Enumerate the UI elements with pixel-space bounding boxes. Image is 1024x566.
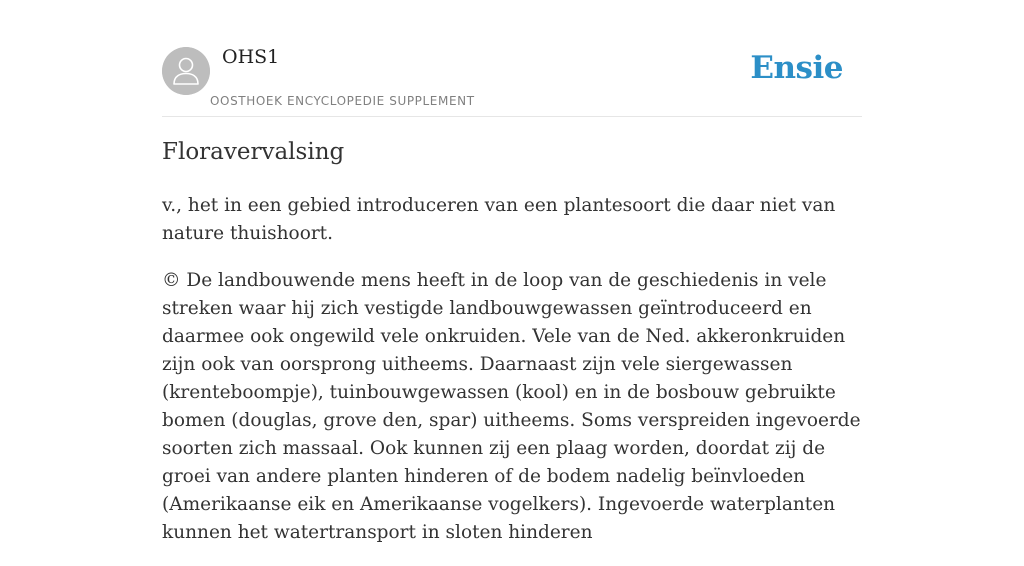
article-body: [162, 192, 862, 566]
author-avatar[interactable]: [162, 47, 210, 95]
entry-header: [162, 0, 862, 117]
article-paragraph-definition: v., het in een gebied introduceren van een plantesoort die daar niet van nature thuishoort.: [162, 195, 836, 244]
user-silhouette-icon: [162, 47, 210, 95]
article-title: Floravervalsing: [162, 139, 345, 165]
brand-logo[interactable]: Ensie: [750, 50, 843, 86]
author-name[interactable]: OHS1: [222, 46, 280, 68]
source-label[interactable]: OOSTHOEK ENCYCLOPEDIE SUPPLEMENT: [210, 94, 475, 108]
article-paragraph-explanation: © De landbouwende mens heeft in de loop van de geschiedenis in vele streken waar hij zich vestigde landbouwgewassen geïntroduceerd en daarmee ook ongewild vele onkruiden. Vele van de Ned. akkeronkruiden zijn ook van oorsprong uitheems. Daarnaast zijn vele siergewassen (krenteboompje), tuinbouwgewassen (kool) en in de bosbouw gebruikte bomen (douglas, grove den, spar) uitheems. Soms verspreiden ingevoerde soorten zich massaal. Ook kunnen zij een plaag worden, doordat zij de groei van andere planten hinderen of de bodem nadelig beïnvloeden (Amerikaanse eik en Amerikaanse vogelkers). Ingevoerde waterplanten kunnen het watertransport in sloten hinderen: [162, 270, 861, 543]
page-container: [162, 0, 862, 543]
